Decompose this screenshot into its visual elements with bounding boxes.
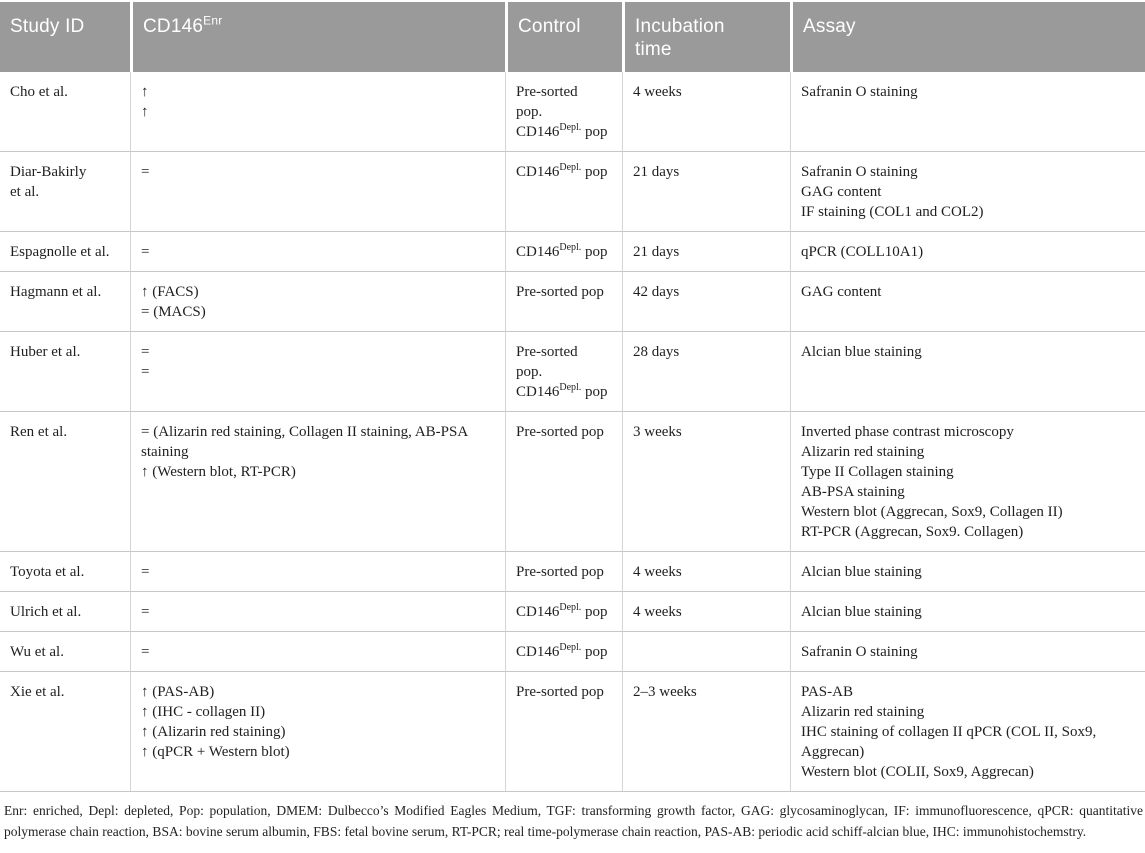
superscript-text: Depl. (559, 602, 582, 613)
cell-line: Hagmann et al. (10, 284, 102, 300)
cell-line: Safranin O staining (801, 84, 918, 100)
table-row (0, 631, 1145, 671)
cell-line: PAS-AB (801, 684, 853, 700)
cell-line: Wu et al. (10, 644, 64, 660)
cell-line: Western blot (COLII, Sox9, Aggrecan) (801, 764, 1034, 780)
cell-cd146_enr (130, 331, 505, 411)
cell-study_id (0, 331, 130, 411)
cell-incubation_time (622, 671, 790, 791)
cell-line: Alcian blue staining (801, 604, 922, 620)
cell-cd146_enr (130, 411, 505, 551)
column-header-study_id (0, 2, 130, 72)
cell-line: Alcian blue staining (801, 564, 922, 580)
column-header-cd146_enr (130, 2, 505, 72)
cell-incubation_time (622, 231, 790, 271)
table-row (0, 231, 1145, 271)
column-header-label: Assay (803, 16, 856, 37)
cell-line: 4 weeks (633, 604, 682, 620)
cell-incubation_time (622, 411, 790, 551)
cell-line: pop. (516, 104, 543, 120)
cell-line: Safranin O staining (801, 644, 918, 660)
cell-line: ↑ (IHC - collagen II) (141, 704, 266, 720)
cell-line: ↑ (qPCR + Western blot) (141, 744, 290, 760)
cell-control (505, 591, 622, 631)
cell-study_id (0, 671, 130, 791)
cell-study_id (0, 551, 130, 591)
cell-control (505, 671, 622, 791)
cell-incubation_time (622, 72, 790, 151)
cell-incubation_time (622, 551, 790, 591)
cell-line: Huber et al. (10, 344, 81, 360)
cell-assay (790, 671, 1145, 791)
superscript-text: Depl. (559, 162, 582, 173)
cell-incubation_time (622, 271, 790, 331)
cell-assay (790, 231, 1145, 271)
cell-line: = (MACS) (141, 304, 206, 320)
cell-line: Pre-sorted pop (516, 684, 604, 700)
cell-cd146_enr (130, 271, 505, 331)
cell-line: ↑ (PAS-AB) (141, 684, 215, 700)
cell-line: Pre-sorted (516, 344, 578, 360)
column-header-control (505, 2, 622, 72)
cell-line: ↑ (Western blot, RT-PCR) (141, 464, 296, 480)
cell-study_id (0, 271, 130, 331)
cell-line: Alcian blue staining (801, 344, 922, 360)
cell-cd146_enr (130, 72, 505, 151)
cell-line: Pre-sorted pop (516, 424, 604, 440)
superscript-text: Depl. (559, 642, 582, 653)
cell-control (505, 551, 622, 591)
cell-line: = (141, 344, 150, 360)
cell-line: = (141, 364, 150, 380)
cell-line: Pre-sorted pop (516, 284, 604, 300)
table-row (0, 151, 1145, 231)
cell-incubation_time (622, 331, 790, 411)
cell-assay (790, 72, 1145, 151)
cell-control (505, 231, 622, 271)
table-body (0, 72, 1145, 791)
cell-control (505, 411, 622, 551)
cell-line: et al. (10, 184, 40, 200)
superscript-text: Enr (203, 13, 223, 28)
cell-study_id (0, 591, 130, 631)
cell-line: = (141, 644, 150, 660)
cell-cd146_enr (130, 231, 505, 271)
cell-study_id (0, 631, 130, 671)
cell-incubation_time (622, 591, 790, 631)
cell-line: $CD146^{Depl.}$ pop (516, 602, 608, 620)
cell-line: ↑ (141, 84, 149, 100)
table-header (0, 2, 1145, 72)
table-row (0, 671, 1145, 791)
abbreviations-footnote: Enr: enriched, Depl: depleted, Pop: population, DMEM: Dulbecco’s Modified Eagles Medium, TGF: transforming growth factor, GAG: glycosaminoglycan, IF: immunofluorescence, qPCR: quantitative polymerase chain reaction, BSA: bovine serum albumin, FBS: fetal bovine serum, RT-PCR; real time-polymerase chain reaction, PAS-AB: periodic acid schiff-alcian blue, IHC: immunohistochemstry. (4, 803, 1143, 839)
superscript-text: Depl. (559, 242, 582, 253)
cell-line: Alizarin red staining (801, 444, 925, 460)
cell-line: = (141, 604, 150, 620)
cell-assay (790, 591, 1145, 631)
cell-line: AB-PSA staining (801, 484, 905, 500)
cell-line: IHC staining of collagen II qPCR (COL II, Sox9, Aggrecan) (801, 724, 1097, 760)
cell-incubation_time (622, 631, 790, 671)
column-header-incubation_time (622, 2, 790, 72)
cell-line: Inverted phase contrast microscopy (801, 424, 1014, 440)
cell-line: = (141, 244, 150, 260)
table-row (0, 411, 1145, 551)
cell-control (505, 151, 622, 231)
cell-line: ↑ (FACS) (141, 284, 199, 300)
cell-line: Ulrich et al. (10, 604, 82, 620)
cell-line: Pre-sorted pop (516, 564, 604, 580)
cell-line: Toyota et al. (10, 564, 85, 580)
cell-line: 4 weeks (633, 84, 682, 100)
cell-study_id (0, 231, 130, 271)
column-header-label: Control (518, 16, 581, 37)
cell-line: Type II Collagen staining (801, 464, 954, 480)
cell-line: 3 weeks (633, 424, 682, 440)
cell-study_id (0, 151, 130, 231)
cell-line: Alizarin red staining (801, 704, 925, 720)
cell-control (505, 72, 622, 151)
cell-line: $CD146^{Depl.}$ pop (516, 382, 608, 400)
superscript-text: Depl. (559, 382, 582, 393)
column-header-label: Incubation time (635, 16, 725, 60)
cell-line: ↑ (141, 104, 149, 120)
cell-line: $CD146^{Depl.}$ pop (516, 242, 608, 260)
cell-cd146_enr (130, 671, 505, 791)
cell-assay (790, 551, 1145, 591)
cell-cd146_enr (130, 631, 505, 671)
table-row (0, 72, 1145, 151)
cell-cd146_enr (130, 151, 505, 231)
table-row (0, 551, 1145, 591)
cell-line: $CD146^{Depl.}$ pop (516, 162, 608, 180)
cell-cd146_enr (130, 591, 505, 631)
cell-line: 42 days (633, 284, 680, 300)
superscript-text: Depl. (559, 122, 582, 133)
cell-control (505, 631, 622, 671)
cell-line: 2–3 weeks (633, 684, 697, 700)
cell-control (505, 331, 622, 411)
cell-line: = (Alizarin red staining, Collagen II staining, AB-PSA staining (141, 424, 468, 460)
cell-line: Safranin O staining (801, 164, 918, 180)
cell-line: Diar-Bakirly (10, 164, 87, 180)
cell-incubation_time (622, 151, 790, 231)
cell-line: pop. (516, 364, 543, 380)
cell-line: GAG content (801, 284, 882, 300)
cell-line: Pre-sorted (516, 84, 578, 100)
cell-line: 21 days (633, 244, 680, 260)
cell-line: $CD146^{Depl.}$ pop (516, 642, 608, 660)
cell-study_id (0, 72, 130, 151)
cell-line: Ren et al. (10, 424, 68, 440)
cell-line: Cho et al. (10, 84, 68, 100)
cell-line: = (141, 164, 150, 180)
cell-line: 4 weeks (633, 564, 682, 580)
cell-assay (790, 151, 1145, 231)
column-header-label: Study ID (10, 16, 85, 37)
studies-table (0, 2, 1145, 792)
cell-line: IF staining (COL1 and COL2) (801, 204, 984, 220)
cell-cd146_enr (130, 551, 505, 591)
cell-assay (790, 411, 1145, 551)
cell-line: RT-PCR (Aggrecan, Sox9. Collagen) (801, 524, 1024, 540)
cell-control (505, 271, 622, 331)
table-row (0, 591, 1145, 631)
cell-line: 21 days (633, 164, 680, 180)
column-header-assay (790, 2, 1145, 72)
header-row (0, 2, 1145, 72)
cell-assay (790, 271, 1145, 331)
table-row (0, 271, 1145, 331)
column-header-label: $CD146^{Enr}$ (143, 13, 223, 37)
cell-line: 28 days (633, 344, 680, 360)
table-row (0, 331, 1145, 411)
cell-line: = (141, 564, 150, 580)
cell-line: GAG content (801, 184, 882, 200)
cell-line: $CD146^{Depl.}$ pop (516, 122, 608, 140)
cell-assay (790, 631, 1145, 671)
cell-line: Western blot (Aggrecan, Sox9, Collagen II) (801, 504, 1063, 520)
cell-study_id (0, 411, 130, 551)
cell-line: Xie et al. (10, 684, 65, 700)
cell-line: qPCR (COLL10A1) (801, 244, 924, 260)
cell-assay (790, 331, 1145, 411)
cell-line: ↑ (Alizarin red staining) (141, 724, 286, 740)
cell-line: Espagnolle et al. (10, 244, 110, 260)
